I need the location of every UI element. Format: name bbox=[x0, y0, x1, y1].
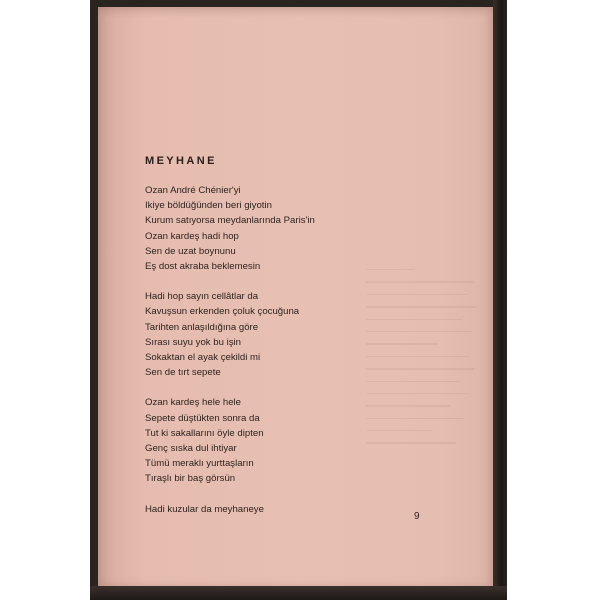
poem-body bbox=[145, 183, 315, 532]
poem-line: Ozan kardeş hele hele bbox=[145, 397, 241, 409]
poem-line: Kavuşsun erkenden çoluk çocuğuna bbox=[145, 306, 300, 318]
poem-line: Ozan kardeş hadi hop bbox=[145, 230, 239, 242]
poem-title: MEYHANE bbox=[145, 155, 217, 167]
poem-line: Ikiye böldüğünden beri giyotin bbox=[145, 200, 272, 212]
poem-line: Sepete düştükten sonra da bbox=[145, 412, 260, 424]
poem-line: Tıraşlı bir baş görsün bbox=[145, 473, 236, 485]
scan-edge-bottom bbox=[90, 586, 507, 600]
stanza-4 bbox=[145, 502, 315, 517]
poem-line: Ozan André Chénier'yi bbox=[145, 185, 241, 196]
poem-line: Hadi hop sayın cellâtlar da bbox=[145, 291, 259, 303]
stanza-1 bbox=[145, 183, 315, 274]
poem-line: Sen de uzat boynunu bbox=[145, 245, 236, 257]
poem-line: Tut ki sakallarını öyle dipten bbox=[145, 427, 264, 439]
poem-line: Genç sıska dul ihtiyar bbox=[145, 443, 237, 455]
poem-line: Tümü meraklı yurttaşların bbox=[145, 458, 254, 470]
poem-line: Eş dost akraba beklemesin bbox=[145, 261, 261, 273]
poem-line: Tarihten anlaşıldığına göre bbox=[145, 321, 259, 333]
poem-line: Sırası suyu yok bu işin bbox=[145, 336, 241, 348]
poem-line: Sokaktan el ayak çekildi mi bbox=[145, 352, 261, 364]
poem-line: Kurum satıyorsa meydanlarında Paris'in bbox=[145, 215, 315, 227]
stanza-3 bbox=[145, 395, 315, 486]
book-page bbox=[95, 7, 496, 587]
stanza-2 bbox=[145, 289, 315, 380]
poem-line: Hadi kuzular da meyhaneye bbox=[145, 503, 264, 515]
poem-line: Sen de tırt sepete bbox=[145, 367, 221, 379]
scan-edge-right bbox=[493, 0, 507, 600]
page-number: 9 bbox=[414, 511, 420, 522]
show-through-text bbox=[366, 269, 486, 499]
